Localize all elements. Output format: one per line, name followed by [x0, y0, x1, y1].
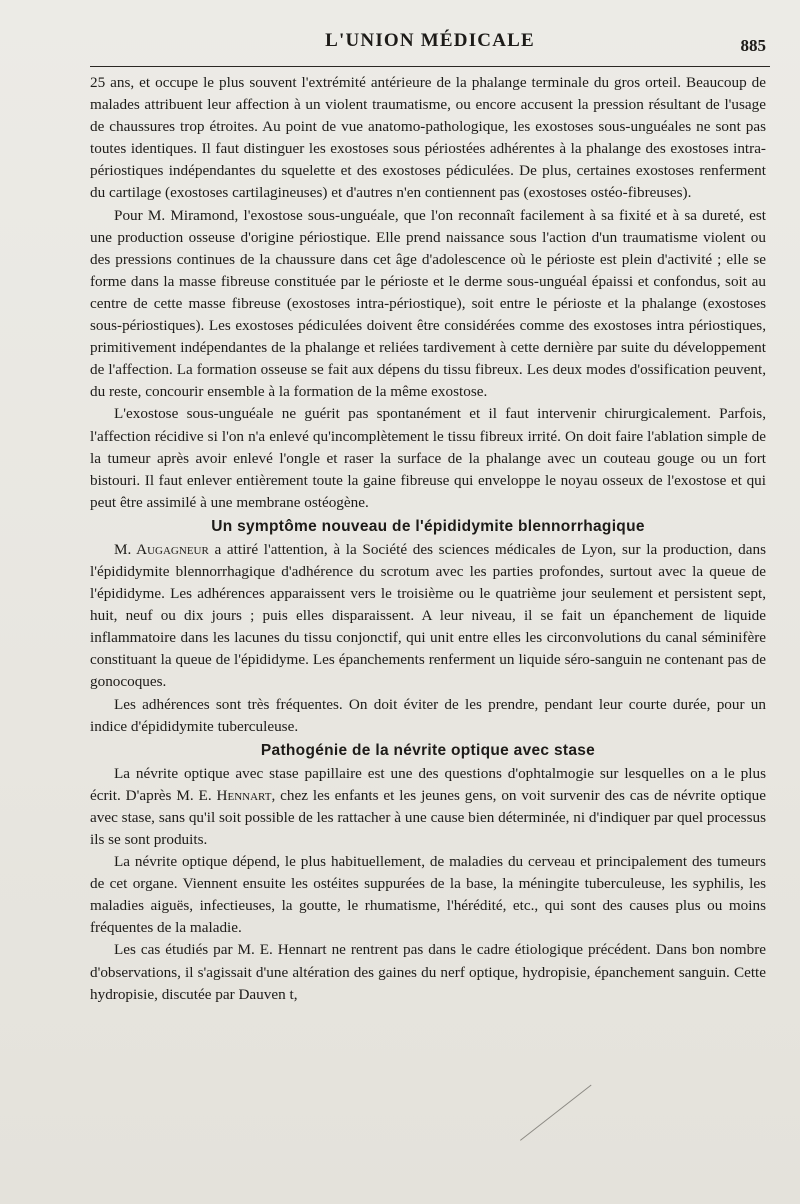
paragraph-text: a attiré l'attention, à la Société des sciences médicales de Lyon, sur la production, dans l'épididymite blennorrhagique d'adhérence du scrotum avec les parties profondes, surtout avec la queue de l'épididyme. Les adhérences apparaissent vers le troisième ou le quatrième jour seulement et persistent sept, huit, neuf ou dix jours ; puis elles disparaissent. A leur niveau, il se fait un épanchement de liquide inflammatoire dans les lacunes du tissu conjonctif, qui unit entre elles les circonvolutions du canal séminifère constituant la queue de l'épididyme. Les épanchements renferment un liquide séro-sanguin ne contenant pas de gonocoques.: [90, 540, 766, 691]
article-body: [90, 72, 766, 1006]
paragraph-text: La névrite optique avec stase papillaire est une des questions d'ophtalmogie sur lesquelles on a le plus écrit. D'après: [90, 764, 766, 804]
paragraph: [90, 763, 766, 851]
paragraph: 25 ans, et occupe le plus souvent l'extrémité antérieure de la phalange terminale du gros orteil. Beaucoup de malades attribuent leur affection à un violent traumatisme, ou encore accusent la pression résultant de l'usage de chaussures trop étroites. Au point de vue anatomo-pathologique, les exostoses sous-unguéales ne sont pas toutes identiques. Il faut distinguer les exostoses sous périostées adhérentes à la phalange des exostoses intra-périostiques indépendantes du squelette et des exostoses pédiculées. De plus, certaines exostoses renferment du cartilage (exostoses cartilagineuses) et d'autres n'en contiennent pas (exostoses ostéo-fibreuses).: [90, 74, 766, 202]
paragraph: Pour M. Miramond, l'exostose sous-unguéale, que l'on reconnaît facilement à sa fixité et à sa dureté, est une production osseuse d'origine périostique. Elle prend naissance sous l'action d'un traumatisme violent ou des pressions continues de la chaussure dans cet âge d'adolescence où le périoste est plein d'activité ; elle se forme dans la masse fibreuse constituée par le périoste et le derme sous-unguéal épaissi et confondus, soit au centre de cette masse fibreuse (exostoses intra-périostique), soit entre le périoste et la phalange (exostoses sous-périostiques). Les exostoses pédiculées doivent être considérées comme des exostoses intra périostiques, primitivement indépendantes de la phalange et reliées tardivement à cette dernière par suite du développement de l'affection. La formation osseuse se fait aux dépens du tissu fibreux. Les deux modes d'ossification peuvent, du reste, concourir ensemble à la formation de la même exostose.: [90, 206, 766, 401]
section-heading: Pathogénie de la névrite optique avec stase: [260, 741, 596, 759]
section-heading: Un symptôme nouveau de l'épididymite blennorrhagique: [211, 517, 645, 535]
header-rule: [90, 66, 770, 67]
paragraph: La névrite optique dépend, le plus habituellement, de maladies du cerveau et principalement des tumeurs de cet organe. Viennent ensuite les ostéites suppurées de la base, la méningite tuberculeuse, les syphilis, les maladies aiguës, infectieuses, la goutte, le rhumatisme, l'hérédité, etc., qui sont des causes plus ou moins fréquentes de la maladie.: [90, 853, 766, 937]
author-name: M. E. Hennart: [176, 786, 272, 804]
paragraph-text: , chez les enfants et les jeunes gens, on voit survenir des cas de névrite optique avec stase, sans qu'il soit possible de les rattacher à une cause bien déterminée, ni d'indiquer par quel processus ils se sont produits.: [90, 786, 766, 848]
paragraph: Les adhérences sont très fréquentes. On doit éviter de les prendre, pendant leur courte durée, pour un indice d'épididymite tuberculeuse.: [90, 695, 766, 735]
running-header: [90, 30, 770, 62]
page-number: 885: [740, 36, 766, 55]
paragraph: Les cas étudiés par M. E. Hennart ne rentrent pas dans le cadre étiologique précédent. Dans bon nombre d'observations, il s'agissait d'une altération des gaines du nerf optique, hydropisie, épanchement sanguin. Cette hydropisie, discutée par Dauven t,: [90, 941, 766, 1003]
paragraph: [90, 539, 766, 694]
paragraph: L'exostose sous-unguéale ne guérit pas spontanément et il faut intervenir chirurgicalement. Parfois, l'affection récidive si l'on n'a enlevé qu'incomplètement le tissu fibreux irrité. On doit faire l'ablation simple de la tumeur après avoir enlevé l'ongle et raser la surface de la phalange avec un couteau gouge ou un fort bistouri. Il faut enlever entièrement toute la gaine fibreuse qui enveloppe le noyau osseux de l'exostose et qui peut être assimilé à une membrane ostéogène.: [90, 405, 766, 511]
author-name: M. Augagneur: [114, 540, 209, 558]
scan-mark: [520, 1085, 592, 1142]
running-title: L'UNION MÉDICALE: [325, 30, 535, 51]
